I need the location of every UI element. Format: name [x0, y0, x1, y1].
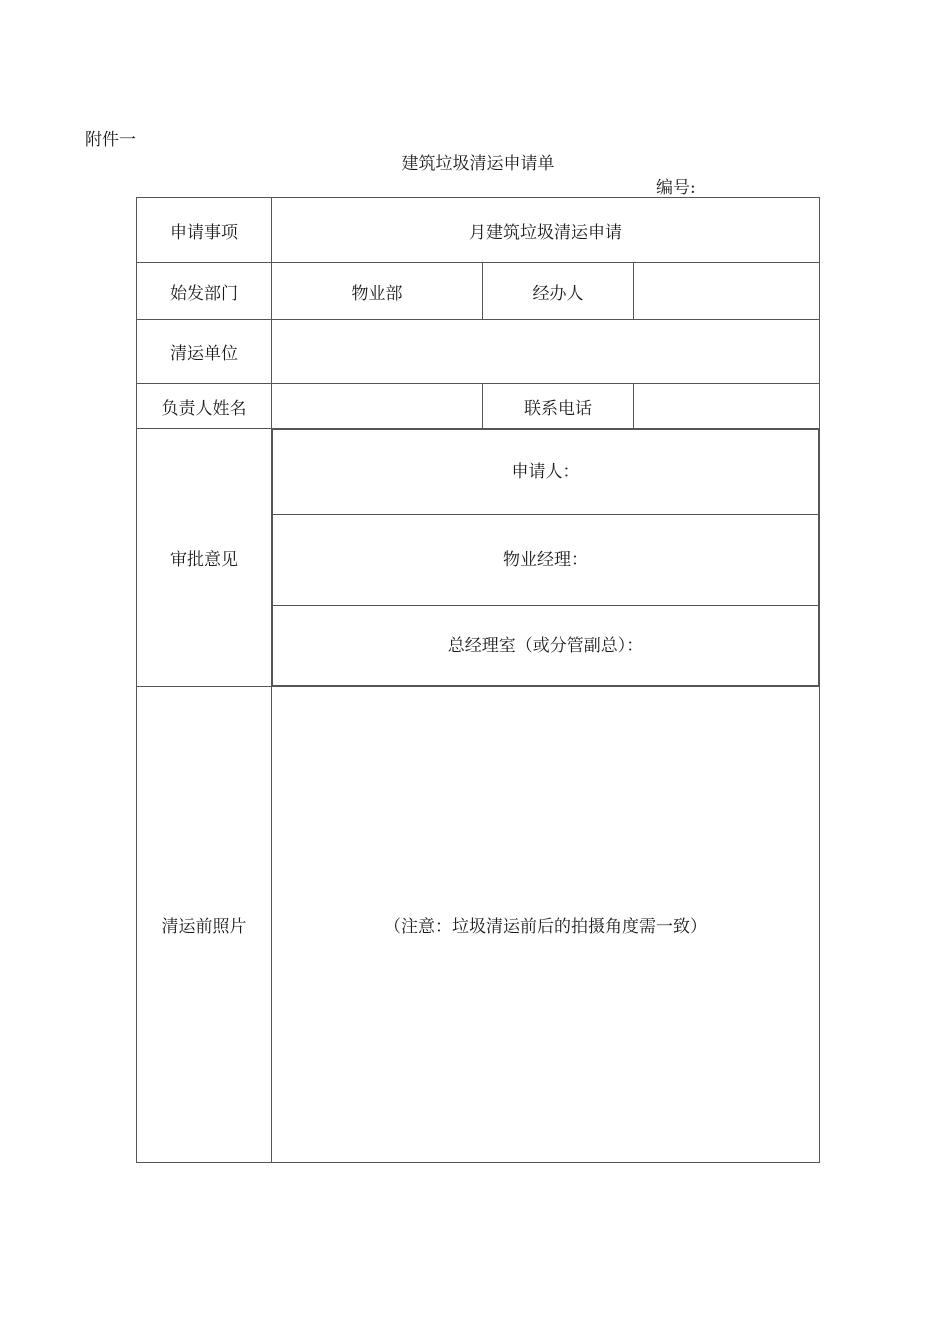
approval-section: [272, 429, 820, 687]
attachment-label: 附件一: [85, 130, 136, 150]
photo-label: 清运前照片: [137, 687, 272, 1163]
row-application-item: [137, 198, 820, 263]
row-department: [137, 263, 820, 320]
serial-number-label: 编号:: [656, 178, 696, 198]
application-item-label: 申请事项: [137, 198, 272, 263]
handler-value[interactable]: [634, 263, 820, 320]
cleanup-unit-value[interactable]: [272, 320, 820, 384]
row-photo: [137, 687, 820, 1163]
cleanup-unit-label: 清运单位: [137, 320, 272, 384]
handler-label: 经办人: [483, 263, 634, 320]
applicant-field[interactable]: 申请人：: [273, 430, 819, 515]
department-value[interactable]: 物业部: [272, 263, 483, 320]
approval-label: 审批意见: [137, 429, 272, 687]
approval-subtable: [272, 429, 819, 686]
application-form-table: [136, 197, 820, 1163]
row-approval: [137, 429, 820, 687]
phone-value[interactable]: [634, 384, 820, 429]
person-in-charge-label: 负责人姓名: [137, 384, 272, 429]
phone-label: 联系电话: [483, 384, 634, 429]
property-manager-field[interactable]: 物业经理：: [273, 515, 819, 606]
document-title: 建筑垃圾清运申请单: [401, 154, 555, 174]
department-label: 始发部门: [137, 263, 272, 320]
general-manager-field[interactable]: 总经理室（或分管副总）：: [273, 606, 819, 686]
application-item-value[interactable]: 月建筑垃圾清运申请: [272, 198, 820, 263]
person-in-charge-value[interactable]: [272, 384, 483, 429]
row-cleanup-unit: [137, 320, 820, 384]
row-contact: [137, 384, 820, 429]
photo-area[interactable]: （注意：垃圾清运前后的拍摄角度需一致）: [272, 687, 820, 1163]
